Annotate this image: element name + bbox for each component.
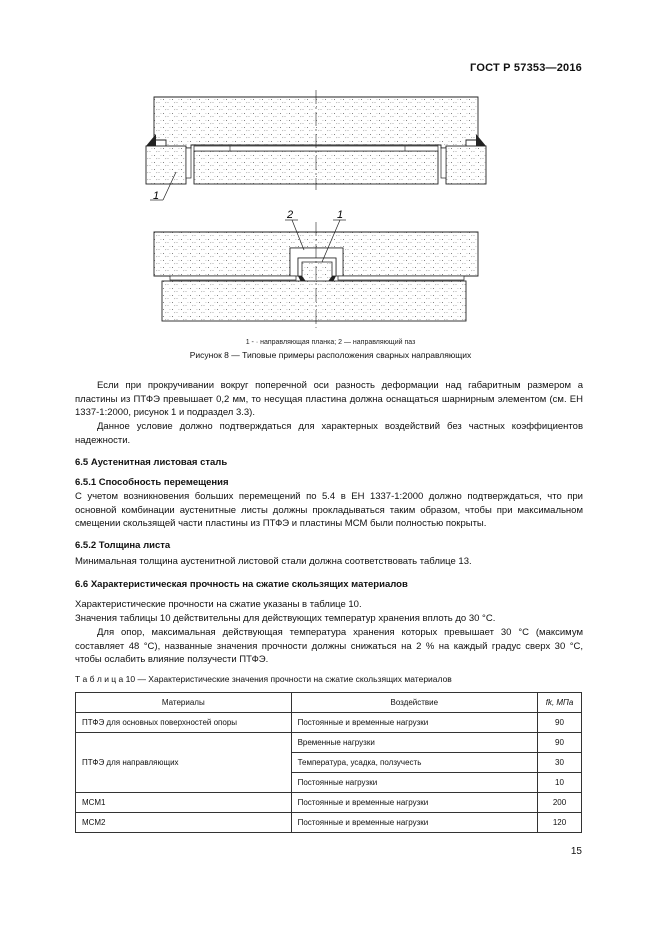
paragraph-6: Значения таблицы 10 действительны для действующих температур хранения вплоть до 30 °С. xyxy=(75,613,496,624)
label-1-bottom: 1 xyxy=(337,209,344,221)
strength-table xyxy=(75,692,582,833)
label-2: 2 xyxy=(287,209,294,221)
cell-value: 200 xyxy=(538,793,582,813)
table-caption: Т а б л и ц а 10 — Характеристические значения прочности на сжатие скользящих материалов xyxy=(75,674,452,684)
cell-material: МСМ2 xyxy=(76,813,292,833)
cell-material: МСМ1 xyxy=(76,793,292,813)
table-row xyxy=(76,813,582,833)
cell-action: Постоянные нагрузки xyxy=(291,773,537,793)
header-materials: Материалы xyxy=(76,693,292,713)
table-header-row xyxy=(76,693,582,713)
cell-value: 120 xyxy=(538,813,582,833)
weld-left xyxy=(146,134,156,146)
figure-legend: 1 - · направляющая планка; 2 — направляющий паз xyxy=(245,339,416,346)
paragraph-1: Если при прокручивании вокруг поперечной оси разность деформации над габаритным размером a пластины из ПТФЭ превышает 0,2 мм, то несущая пластина должна оснащаться шарнирным элементом (см. ЕН 1337-1:2000, рисунок 1 и подраздел 3.3). xyxy=(75,380,583,419)
label-1-top: 1 xyxy=(153,190,160,202)
heading-6-5: 6.5 Аустенитная листовая сталь xyxy=(75,457,228,468)
right-guide-block xyxy=(446,146,486,184)
cell-value: 10 xyxy=(538,773,582,793)
figure-8-drawing xyxy=(0,0,661,335)
weld-right xyxy=(476,134,486,146)
paragraph-5: Характеристические прочности на сжатие указаны в таблице 10. xyxy=(75,599,362,610)
header-fk: fk, МПа xyxy=(538,693,582,713)
doc-code: ГОСТ Р 57353—2016 xyxy=(470,62,582,74)
table-row xyxy=(76,733,582,753)
table-row xyxy=(76,793,582,813)
cell-value: 90 xyxy=(538,733,582,753)
cell-material: ПТФЭ для направляющих xyxy=(76,733,292,793)
bottom-lower-plate xyxy=(162,281,466,321)
cell-value: 30 xyxy=(538,753,582,773)
figure-caption: Рисунок 8 — Типовые примеры расположения сварных направляющих xyxy=(189,350,472,360)
heading-6-5-1: 6.5.1 Способность перемещения xyxy=(75,477,229,488)
paragraph-7: Для опор, максимальная действующая температура хранения которых превышает 30 °С (максимум составляет 48 °С), названные значения прочности должны снижаться на 2 % на каждый градус сверх 30 °С, чтобы ослабить влияние ползучести ПТФЭ. xyxy=(75,627,583,666)
right-guide-strip xyxy=(441,148,446,178)
cell-value: 90 xyxy=(538,713,582,733)
cell-action: Временные нагрузки xyxy=(291,733,537,753)
cell-material: ПТФЭ для основных поверхностей опоры xyxy=(76,713,292,733)
left-guide-block xyxy=(146,146,186,184)
heading-6-6: 6.6 Характеристическая прочность на сжатие скользящих материалов xyxy=(75,579,408,590)
header-action: Воздействие xyxy=(291,693,537,713)
paragraph-4: Минимальная толщина аустенитной листовой стали должна соответствовать таблице 13. xyxy=(75,556,472,567)
table-row xyxy=(76,713,582,733)
page-number: 15 xyxy=(570,846,582,857)
paragraph-2: Данное условие должно подтверждаться для характерных воздействий без частных коэффициентов надежности. xyxy=(75,421,583,446)
paragraph-3: С учетом возникновения больших перемещений по 5.4 в ЕН 1337-1:2000 должно подтверждаться, что при основной комбинации аустенитные листы должны прокладываться таким образом, чтобы при максимальном смещении скользящей части пластины из ПТФЭ и пластины МСМ были полностью покрыты. xyxy=(75,491,583,530)
heading-6-5-2: 6.5.2 Толщина листа xyxy=(75,540,171,551)
cell-action: Температура, усадка, ползучесть xyxy=(291,753,537,773)
cell-action: Постоянные и временные нагрузки xyxy=(291,793,537,813)
cell-action: Постоянные и временные нагрузки xyxy=(291,813,537,833)
left-guide-strip xyxy=(186,148,191,178)
cell-action: Постоянные и временные нагрузки xyxy=(291,713,537,733)
